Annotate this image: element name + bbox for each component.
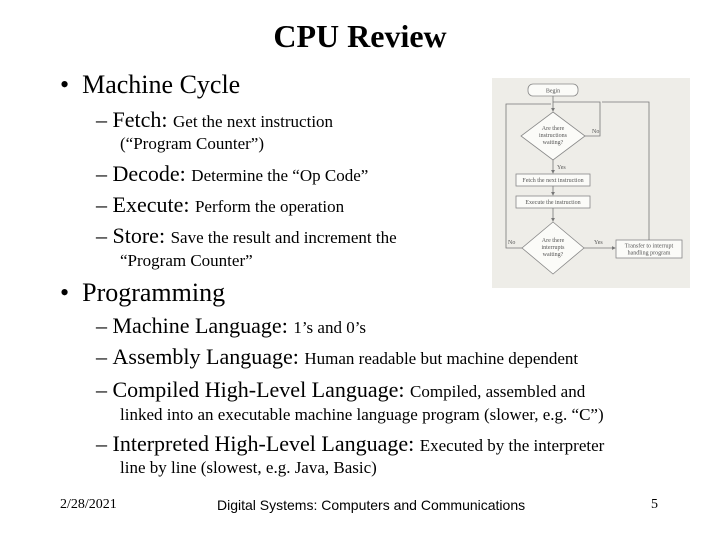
decision2-no-label: No <box>508 240 516 246</box>
sub-item-continuation: (“Program Counter”) <box>120 134 264 153</box>
decision2-yes-label: Yes <box>594 240 603 246</box>
decision2-line3: waiting? <box>542 252 564 258</box>
term: Machine Language: <box>112 313 288 338</box>
sub-item-machine-language <box>96 313 366 339</box>
sub-item-decode <box>96 161 368 187</box>
sub-item-store <box>96 223 397 249</box>
flowchart-diagram <box>492 78 690 288</box>
machine-cycle-flowchart <box>492 78 690 288</box>
sub-item-assembly-language <box>96 344 578 370</box>
dash: – <box>96 161 107 186</box>
sub-item-continuation: linked into an executable machine language program (slower, e.g. “C”) <box>120 405 604 424</box>
sub-item-fetch <box>96 107 333 133</box>
description: Compiled, assembled and <box>410 382 586 401</box>
decision1-no-label: No <box>592 129 600 135</box>
sub-item-interpreted-language <box>96 431 604 457</box>
term: Execute: <box>112 192 190 217</box>
description: Perform the operation <box>194 197 345 216</box>
decision1-line1: Are there <box>541 126 565 132</box>
bullet-programming <box>60 278 225 308</box>
fetch-label: Fetch the next instruction <box>522 178 584 184</box>
sub-item-continuation: “Program Counter” <box>120 251 253 270</box>
decision1-line2: instructions <box>539 133 567 139</box>
dash: – <box>96 431 107 456</box>
description: 1’s and 0’s <box>293 318 367 337</box>
description: Executed by the interpreter <box>419 436 605 455</box>
dash: – <box>96 377 107 402</box>
decision2-line1: Are there <box>541 238 565 244</box>
sub-item-continuation: line by line (slowest, e.g. Java, Basic) <box>120 458 377 477</box>
dash: – <box>96 223 107 248</box>
bullet-symbol: • <box>60 278 70 307</box>
page-number: 5 <box>651 497 658 512</box>
bullet-text: Programming <box>82 278 226 307</box>
dash: – <box>96 344 107 369</box>
bullet-machine-cycle <box>60 70 240 100</box>
decision2-line2: interrupts <box>541 245 565 251</box>
term: Assembly Language: <box>112 344 299 369</box>
sub-item-compiled-language <box>96 377 585 403</box>
bullet-text: Machine Cycle <box>82 70 241 99</box>
term: Fetch: <box>112 107 168 132</box>
slide-title: CPU Review <box>273 18 447 54</box>
transfer-line1: Transfer to interrupt <box>624 243 674 250</box>
description: Save the result and increment the <box>170 228 397 247</box>
term: Compiled High-Level Language: <box>112 377 405 402</box>
dash: – <box>96 107 107 132</box>
description: Human readable but machine dependent <box>304 349 579 368</box>
execute-label: Execute the instruction <box>525 200 581 206</box>
dash: – <box>96 192 107 217</box>
transfer-line2: handling program <box>627 250 671 257</box>
begin-label: Begin <box>545 88 561 95</box>
description: Get the next instruction <box>173 112 334 131</box>
term: Store: <box>112 223 166 248</box>
bullet-symbol: • <box>60 70 70 99</box>
term: Interpreted High-Level Language: <box>112 431 415 456</box>
sub-item-execute <box>96 192 344 218</box>
footer-title: Digital Systems: Computers and Communications <box>217 497 526 513</box>
description: Determine the “Op Code” <box>191 166 369 185</box>
dash: – <box>96 313 107 338</box>
decision1-yes-label: Yes <box>557 165 566 171</box>
decision1-line3: waiting? <box>542 140 564 146</box>
footer-date: 2/28/2021 <box>60 497 117 512</box>
term: Decode: <box>112 161 186 186</box>
